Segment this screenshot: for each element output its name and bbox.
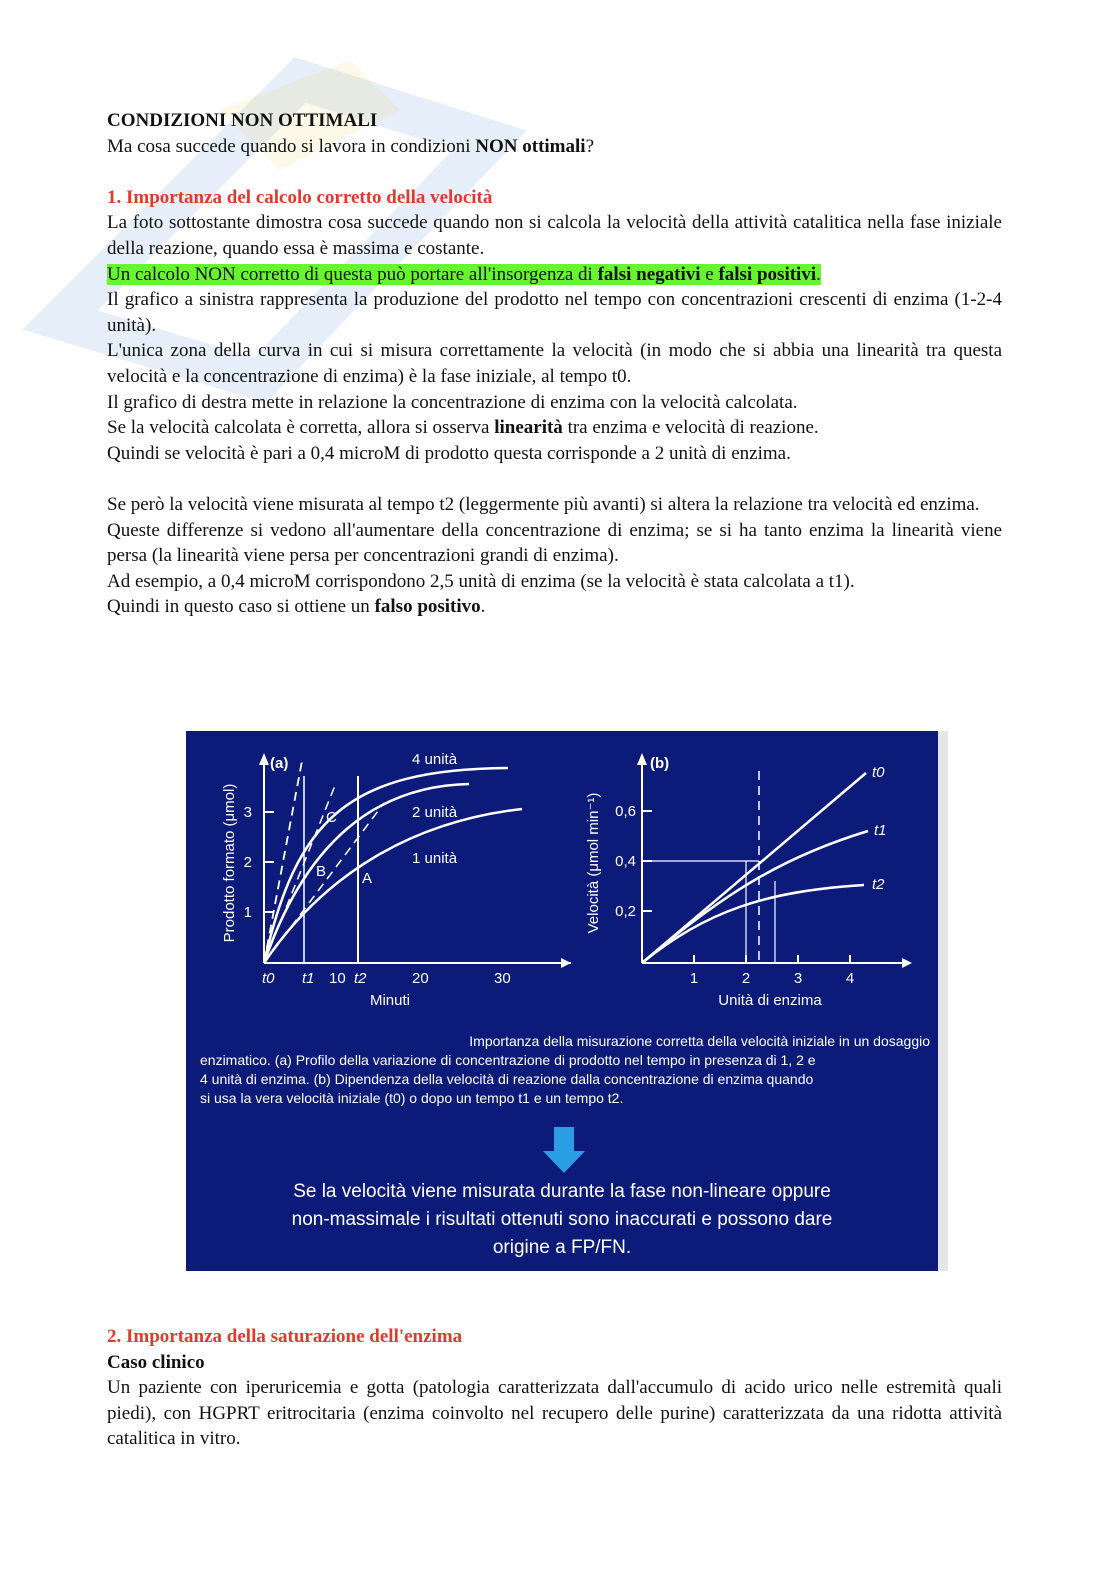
x-axis-label-b: Unità di enzima [718, 992, 822, 1009]
y-tick-label: 2 [243, 854, 252, 871]
x-tick-label: t2 [354, 970, 367, 987]
x-tick-label: 20 [412, 970, 429, 987]
highlighted-paragraph: Un calcolo NON corretto di questa può portare all'insorgenza di falsi negativi e falsi positivi. [107, 263, 821, 285]
y-axis-label-b: Velocità (μmol min⁻¹) [585, 792, 602, 934]
paragraph: Se però la velocità viene misurata al tempo t2 (leggermente più avanti) si altera la relazione tra velocità ed enzima. [107, 493, 980, 515]
paragraph: Quindi se velocità è pari a 0,4 microM di prodotto questa corrisponde a 2 unità di enzima. [107, 442, 791, 464]
paragraph: L'unica zona della curva in cui si misura correttamente la velocità (in modo che si abbia una linearità tra questa velocità e la concentrazione di enzima) è la fase iniziale, al tempo t0. [107, 340, 1002, 387]
series-label: t1 [874, 822, 887, 839]
caption-line: 4 unità di enzima. (b) Dipendenza della velocità di reazione dalla concentrazione di enzima quando [200, 1071, 814, 1087]
section-2-subtitle: Caso clinico [107, 1351, 205, 1373]
paragraph: Un paziente con iperuricemia e gotta (patologia caratterizzata dall'accumulo di acido urico nelle estremità quali piedi), con HGPRT eritrocitaria (enzima coinvolto nel recupero delle purine) caratterizzata da una ridotta attività catalitica in vitro. [107, 1377, 1002, 1450]
y-axis-label-a: Prodotto formato (μmol) [221, 783, 238, 943]
series-label: 4 unità [412, 751, 458, 768]
paragraph: Quindi in questo caso si ottiene un falso positivo. [107, 596, 486, 618]
section-2-title: 2. Importanza della saturazione dell'enzima [107, 1326, 463, 1347]
section-2 [107, 1324, 1002, 1452]
x-tick-label: t1 [302, 970, 315, 987]
note-line: non-massimale i risultati ottenuti sono inaccurati e possono dare [291, 1209, 833, 1230]
y-tick-label: 0,6 [615, 803, 636, 820]
caption-line: si usa la vera velocità iniziale (t0) o dopo un tempo t1 e un tempo t2. [200, 1090, 624, 1106]
section-1-title: 1. Importanza del calcolo corretto della velocità [107, 186, 493, 208]
x-tick-label: 3 [793, 970, 803, 987]
y-tick-label: 0,4 [615, 853, 636, 870]
document-body [107, 108, 1002, 620]
intro-line: Ma cosa succede quando si lavora in condizioni NON ottimali? [107, 135, 595, 157]
y-tick-label: 1 [243, 904, 252, 921]
point-label: A [362, 870, 373, 887]
paragraph: Queste differenze si vedono all'aumentare della concentrazione di enzima; se si ha tanto enzima la linearità viene persa (la linearità viene persa per concentrazioni grandi di enzima). [107, 519, 1002, 567]
page-title: CONDIZIONI NON OTTIMALI [107, 110, 378, 131]
series-label: 2 unità [412, 804, 458, 821]
y-tick-label: 3 [243, 804, 252, 821]
x-tick-label: 30 [494, 970, 511, 987]
point-label: B [316, 863, 327, 880]
figure-svg [186, 731, 948, 1271]
x-tick-label: t0 [262, 970, 275, 987]
figure-velocity [186, 731, 948, 1271]
x-axis-label-a: Minuti [369, 992, 411, 1009]
x-tick-label: 2 [741, 970, 751, 987]
panel-label-a: (a) [270, 755, 289, 772]
paragraph: La foto sottostante dimostra cosa succede quando non si calcola la velocità della attività catalitica nella fase iniziale della reazione, quando essa è massima e costante. [107, 212, 1002, 259]
paragraph: Il grafico a sinistra rappresenta la produzione del prodotto nel tempo con concentrazioni crescenti di enzima (1-2-4 unità). [107, 289, 1002, 336]
paragraph: Il grafico di destra mette in relazione la concentrazione di enzima con la velocità calcolata. [107, 391, 798, 413]
x-tick-label: 10 [329, 970, 346, 987]
x-tick-label: 4 [845, 970, 855, 987]
point-label: C [326, 809, 337, 826]
series-label: t2 [872, 876, 885, 893]
paragraph: Se la velocità calcolata è corretta, allora si osserva linearità tra enzima e velocità di reazione. [107, 417, 819, 439]
paragraph: Ad esempio, a 0,4 microM corrispondono 2,5 unità di enzima (se la velocità è stata calcolata a t1). [107, 570, 855, 592]
note-line: Se la velocità viene misurata durante la fase non-lineare oppure [293, 1181, 831, 1202]
x-tick-label: 1 [689, 970, 699, 987]
caption-line: Importanza della misurazione corretta della velocità iniziale in un dosaggio [469, 1033, 930, 1049]
note-line: origine a FP/FN. [492, 1237, 632, 1258]
y-tick-label: 0,2 [615, 903, 636, 920]
figure-border [938, 731, 948, 1271]
panel-label-b: (b) [650, 755, 670, 772]
series-label: 1 unità [412, 850, 458, 867]
series-label: t0 [872, 764, 885, 781]
caption-line: enzimatico. (a) Profilo della variazione di concentrazione di prodotto nel tempo in presenza di 1, 2 e [200, 1052, 816, 1068]
